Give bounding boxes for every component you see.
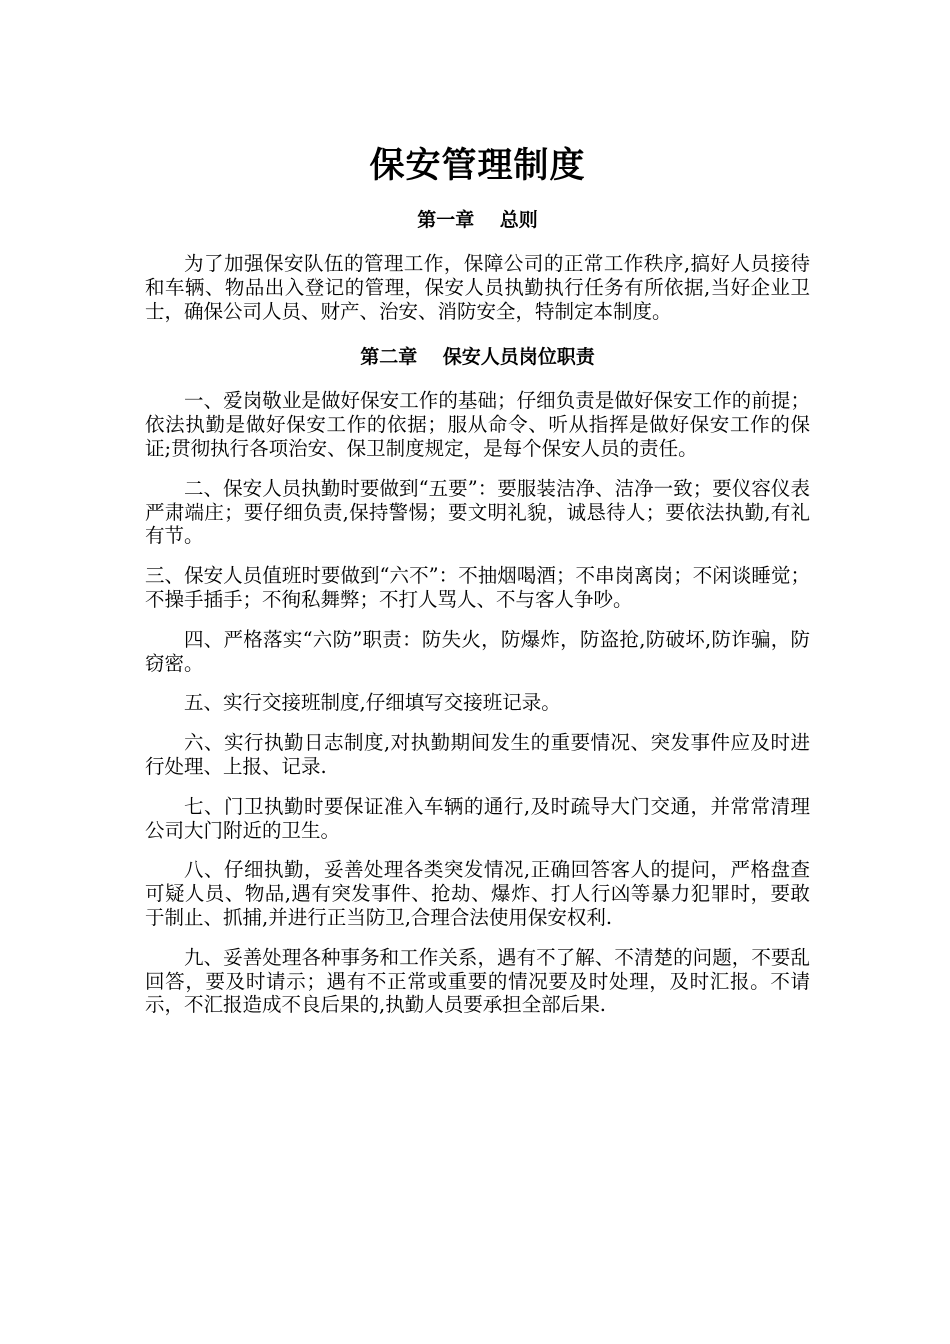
duty-paragraph-6: 六、实行执勤日志制度,对执勤期间发生的重要情况、突发事件应及时进行处理、上报、记录. [145, 731, 810, 778]
duty-paragraph-2: 二、保安人员执勤时要做到“五要”：要服装洁净、洁净一致；要仪容仪表严肃端庄；要仔细负责,保持警惕；要文明礼貌，诚恳待人；要依法执勤,有礼有节。 [145, 476, 810, 548]
duty-paragraph-4: 四、严格落实“六防”职责：防失火，防爆炸，防盗抢,防破坏,防诈骗，防窃密。 [145, 627, 810, 675]
chapter-1-heading: 第一章 总则 [417, 209, 538, 231]
duty-paragraph-9: 九、妥善处理各种事务和工作关系，遇有不了解、不清楚的问题，不要乱回答，要及时请示；遇有不正常或重要的情况要及时处理，及时汇报。不请示，不汇报造成不良后果的,执勤人员要承担全部后果. [145, 945, 810, 1017]
document-title: 保安管理制度 [369, 146, 586, 186]
document-body [145, 140, 810, 1033]
duty-paragraph-7: 七、门卫执勤时要保证准入车辆的通行,及时疏导大门交通，并常常清理公司大门附近的卫生。 [145, 794, 810, 842]
chapter-1-paragraph: 为了加强保安队伍的管理工作，保障公司的正常工作秩序,搞好人员接待和车辆、物品出入登记的管理，保安人员执勤执行任务有所依据,当好企业卫士，确保公司人员、财产、治安、消防安全，特制定本制度。 [145, 252, 810, 323]
chapter-2-heading: 第二章 保安人员岗位职责 [360, 346, 595, 369]
duty-paragraph-1: 一、爱岗敬业是做好保安工作的基础；仔细负责是做好保安工作的前提；依法执勤是做好保安工作的依据；服从命令、听从指挥是做好保安工作的保证;贯彻执行各项治安、保卫制度规定，是每个保安人员的责任。 [145, 389, 810, 460]
duty-paragraph-5: 五、实行交接班制度,仔细填写交接班记录。 [184, 691, 561, 715]
duty-paragraph-8: 八、仔细执勤，妥善处理各类突发情况,正确回答客人的提问，严格盘查可疑人员、物品,遇有突发事件、抢劫、爆炸、打人行凶等暴力犯罪时，要敢于制止、抓捕,并进行正当防卫,合理合法使用保安权利. [145, 858, 810, 929]
duty-paragraph-3: 三、保安人员值班时要做到“六不”：不抽烟喝酒；不串岗离岗；不闲谈睡觉；不操手插手；不徇私舞弊；不打人骂人、不与客人争吵。 [145, 564, 810, 611]
